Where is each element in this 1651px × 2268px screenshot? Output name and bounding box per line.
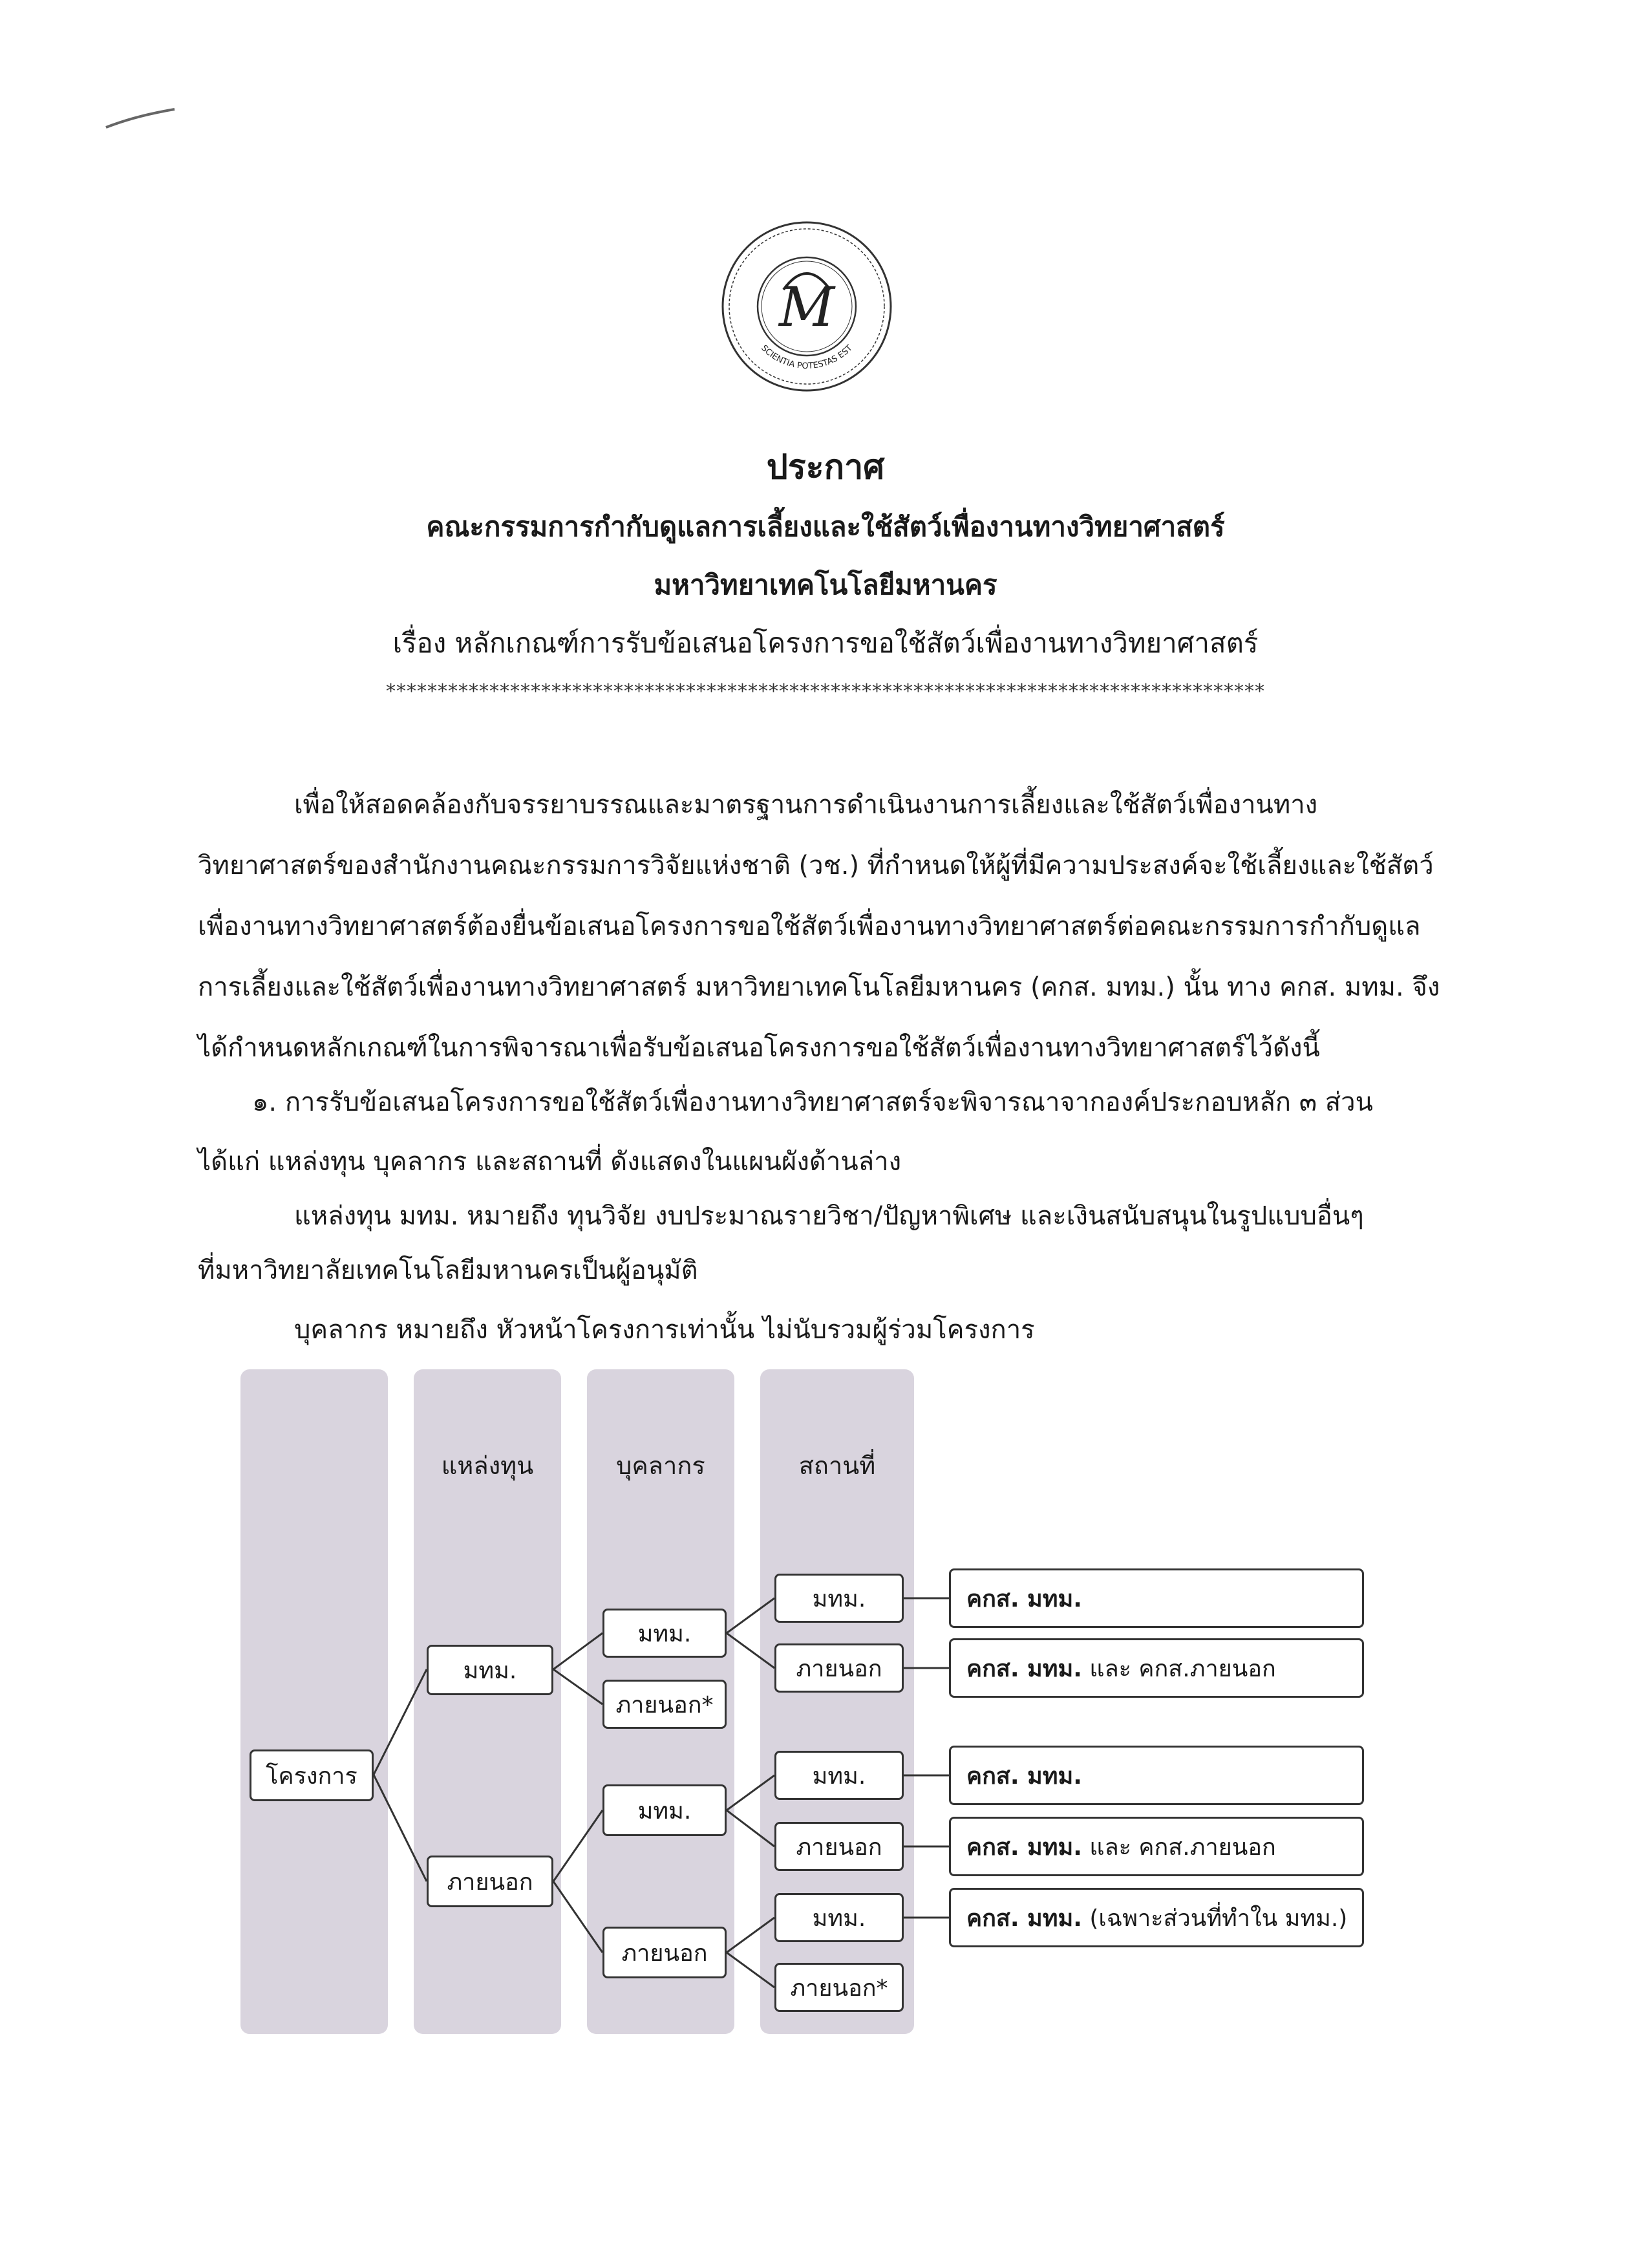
node-location-external-1: ภายนอก bbox=[774, 1643, 904, 1693]
result-2-extra: และ คกส.ภายนอก bbox=[1081, 1655, 1276, 1682]
node-location-mtm-1: มทม. bbox=[774, 1574, 904, 1623]
para4-line1: บุคลากร หมายถึง หัวหน้าโครงการเท่านั้น ไม่นับรวมผู้ร่วมโครงการ bbox=[294, 1315, 1035, 1345]
node-funding-mtm: มทม. bbox=[427, 1645, 553, 1695]
node-personnel-external-1: ภายนอก* bbox=[602, 1680, 727, 1729]
seal-bottom-text: SCIENTIA POTESTAS EST bbox=[759, 343, 855, 372]
node-location-external-2: ภายนอก bbox=[774, 1822, 904, 1871]
column-header-funding: แหล่งทุน bbox=[441, 1451, 534, 1480]
node-personnel-mtm-2: มทม. bbox=[602, 1784, 727, 1836]
university-name: มหาวิทยาเทคโนโลยีมหานคร bbox=[654, 569, 997, 601]
subject-line: เรื่อง หลักเกณฑ์การรับข้อเสนอโครงการขอใช้สัตว์เพื่องานทางวิทยาศาสตร์ bbox=[392, 627, 1259, 659]
result-box-3 bbox=[949, 1746, 1364, 1805]
node-location-external-3: ภายนอก* bbox=[774, 1963, 904, 2012]
doc-title: ประกาศ bbox=[766, 448, 885, 487]
result-box-1 bbox=[949, 1568, 1364, 1628]
para1-line5: ได้กำหนดหลักเกณฑ์ในการพิจารณาเพื่อรับข้อเสนอโครงการขอใช้สัตว์เพื่องานทางวิทยาศาสตร์ไว้ดังนี้ bbox=[198, 1033, 1320, 1063]
para3-line2: ที่มหาวิทยาลัยเทคโนโลยีมหานครเป็นผู้อนุมัติ bbox=[198, 1256, 698, 1285]
para2-line1: ๑. การรับข้อเสนอโครงการขอใช้สัตว์เพื่องานทางวิทยาศาสตร์จะพิจารณาจากองค์ประกอบหลัก ๓ ส่วน bbox=[252, 1087, 1373, 1117]
result-box-4 bbox=[949, 1817, 1364, 1876]
node-funding-external: ภายนอก bbox=[427, 1856, 553, 1907]
node-project: โครงการ bbox=[250, 1749, 374, 1801]
para3-line1: แหล่งทุน มทม. หมายถึง ทุนวิจัย งบประมาณรายวิชา/ปัญหาพิเศษ และเงินสนับสนุนในรูปแบบอื่นๆ bbox=[294, 1201, 1364, 1231]
result-4-main: คกส. มทม. bbox=[966, 1834, 1082, 1861]
result-box-5 bbox=[949, 1888, 1364, 1947]
result-box-2 bbox=[949, 1638, 1364, 1698]
para1-line2: วิทยาศาสตร์ของสำนักงานคณะกรรมการวิจัยแห่งชาติ (วช.) ที่กำหนดให้ผู้ที่มีความประสงค์จะใช้เลี้ยงและใช้สัตว์ bbox=[198, 851, 1434, 881]
node-personnel-mtm-1: มทม. bbox=[602, 1609, 727, 1658]
result-5-extra: (เฉพาะส่วนที่ทำใน มทม.) bbox=[1081, 1905, 1348, 1932]
result-3-main: คกส. มทม. bbox=[966, 1762, 1082, 1790]
node-location-mtm-3: มทม. bbox=[774, 1893, 904, 1942]
result-5-main: คกส. มทม. bbox=[966, 1905, 1082, 1932]
para1-line1: เพื่อให้สอดคล้องกับจรรยาบรรณและมาตรฐานการดำเนินงานการเลี้ยงและใช้สัตว์เพื่องานทาง bbox=[294, 790, 1318, 820]
node-personnel-external-2: ภายนอก bbox=[602, 1927, 727, 1978]
para1-line3: เพื่องานทางวิทยาศาสตร์ต้องยื่นข้อเสนอโครงการขอใช้สัตว์เพื่องานทางวิทยาศาสตร์ต่อคณะกรรมการกำกับดูแล bbox=[198, 912, 1421, 941]
result-1-main: คกส. มทม. bbox=[966, 1585, 1082, 1612]
result-2-main: คกส. มทม. bbox=[966, 1655, 1082, 1682]
para2-line2: ได้แก่ แหล่งทุน บุคลากร และสถานที่ ดังแสดงในแผนผังด้านล่าง bbox=[198, 1147, 902, 1177]
result-4-extra: และ คกส.ภายนอก bbox=[1081, 1834, 1276, 1861]
column-header-personnel: บุคลากร bbox=[616, 1451, 705, 1480]
node-location-mtm-2: มทม. bbox=[774, 1751, 904, 1800]
committee-name: คณะกรรมการกำกับดูแลการเลี้ยงและใช้สัตว์เพื่องานทางวิทยาศาสตร์ bbox=[426, 511, 1225, 542]
separator-stars: ************************************************************************************* bbox=[386, 680, 1265, 703]
seal-monogram: M bbox=[778, 275, 835, 339]
para1-line4: การเลี้ยงและใช้สัตว์เพื่องานทางวิทยาศาสตร์ มหาวิทยาเทคโนโลยีมหานคร (คกส. มทม.) นั้น ทาง คกส. มทม. จึง bbox=[198, 972, 1440, 1002]
column-header-location: สถานที่ bbox=[798, 1451, 876, 1480]
